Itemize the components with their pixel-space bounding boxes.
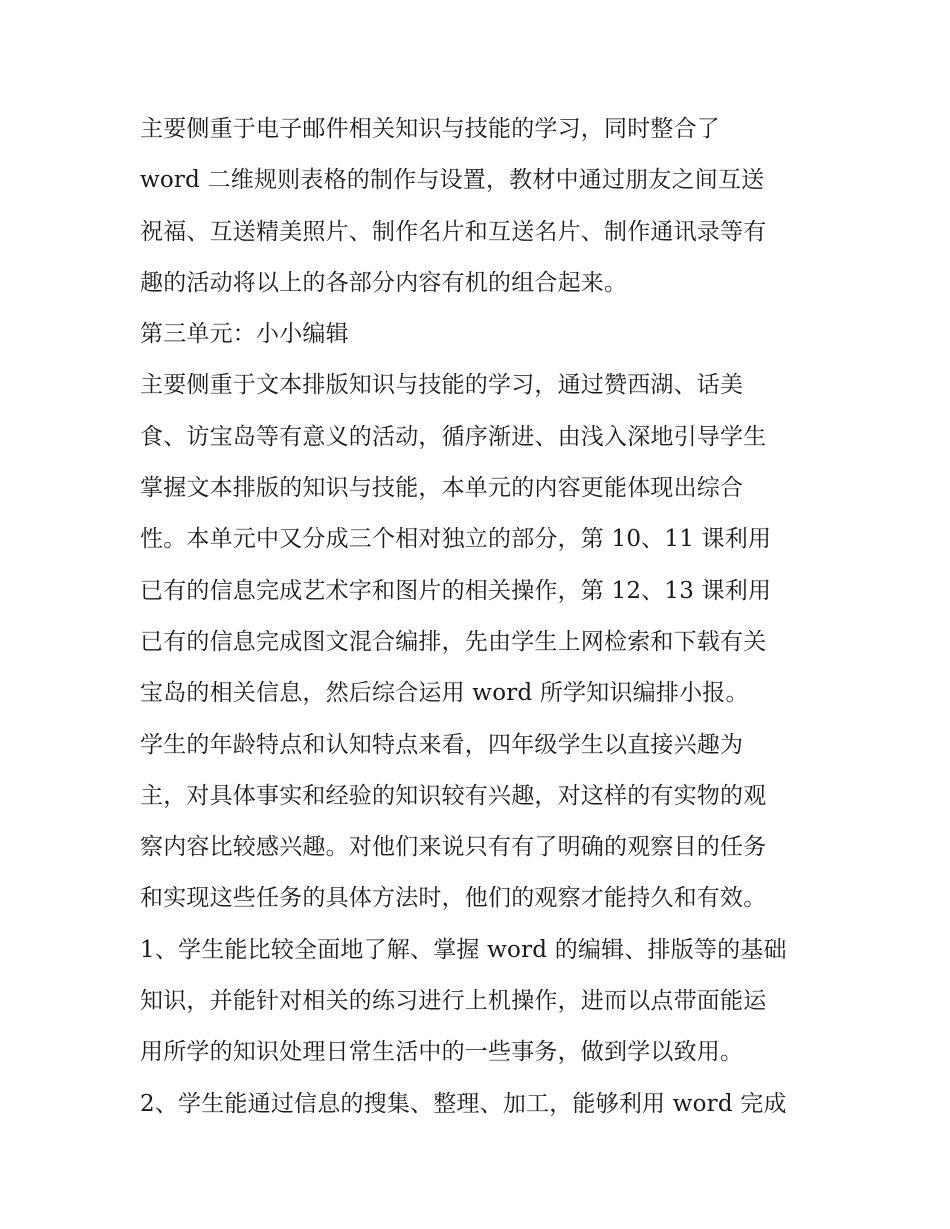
text-line: 察内容比较感兴趣。对他们来说只有有了明确的观察目的任务 [140, 834, 767, 861]
text-line: 已有的信息完成艺术字和图片的相关操作，第 12、13 课利用 [140, 577, 772, 604]
list-item-1: 1、学生能比较全面地了解、掌握 word 的编辑、排版等的基础 [140, 936, 787, 963]
text-line: 和实现这些任务的具体方法时，他们的观察才能持久和有效。 [140, 885, 767, 912]
text-line: 主要侧重于电子邮件相关知识与技能的学习，同时整合了 [140, 116, 720, 142]
section-heading: 第三单元：小小编辑 [140, 321, 349, 348]
text-line: 主要侧重于文本排版知识与技能的学习，通过赞西湖、话美 [140, 372, 744, 399]
document-body [140, 104, 820, 1130]
text-line: 掌握文本排版的知识与技能，本单元的内容更能体现出综合 [140, 475, 744, 502]
text-line: word 二维规则表格的制作与设置，教材中通过朋友之间互送 [140, 167, 765, 194]
text-line: 已有的信息完成图文混合编排，先由学生上网检索和下载有关 [140, 628, 767, 655]
text-line: 祝福、互送精美照片、制作名片和互送名片、制作通讯录等有 [140, 218, 767, 245]
text-line: 学生的年龄特点和认知特点来看，四年级学生以直接兴趣为 [140, 731, 744, 758]
text-line: 性。本单元中又分成三个相对独立的部分，第 10、11 课利用 [140, 526, 772, 553]
text-line: 知识，并能针对相关的练习进行上机操作，进而以点带面能运 [140, 988, 767, 1015]
text-line: 趣的活动将以上的各部分内容有机的组合起来。 [140, 269, 628, 296]
text-line: 食、访宝岛等有意义的活动，循序渐进、由浅入深地引导学生 [140, 423, 767, 450]
text-line: 用所学的知识处理日常生活中的一些事务，做到学以致用。 [140, 1039, 744, 1066]
text-line: 宝岛的相关信息，然后综合运用 word 所学知识编排小报。 [140, 680, 749, 707]
list-item-2: 2、学生能通过信息的搜集、整理、加工，能够利用 word 完成 [140, 1090, 787, 1117]
text-line: 主，对具体事实和经验的知识较有兴趣，对这样的有实物的观 [140, 782, 767, 809]
